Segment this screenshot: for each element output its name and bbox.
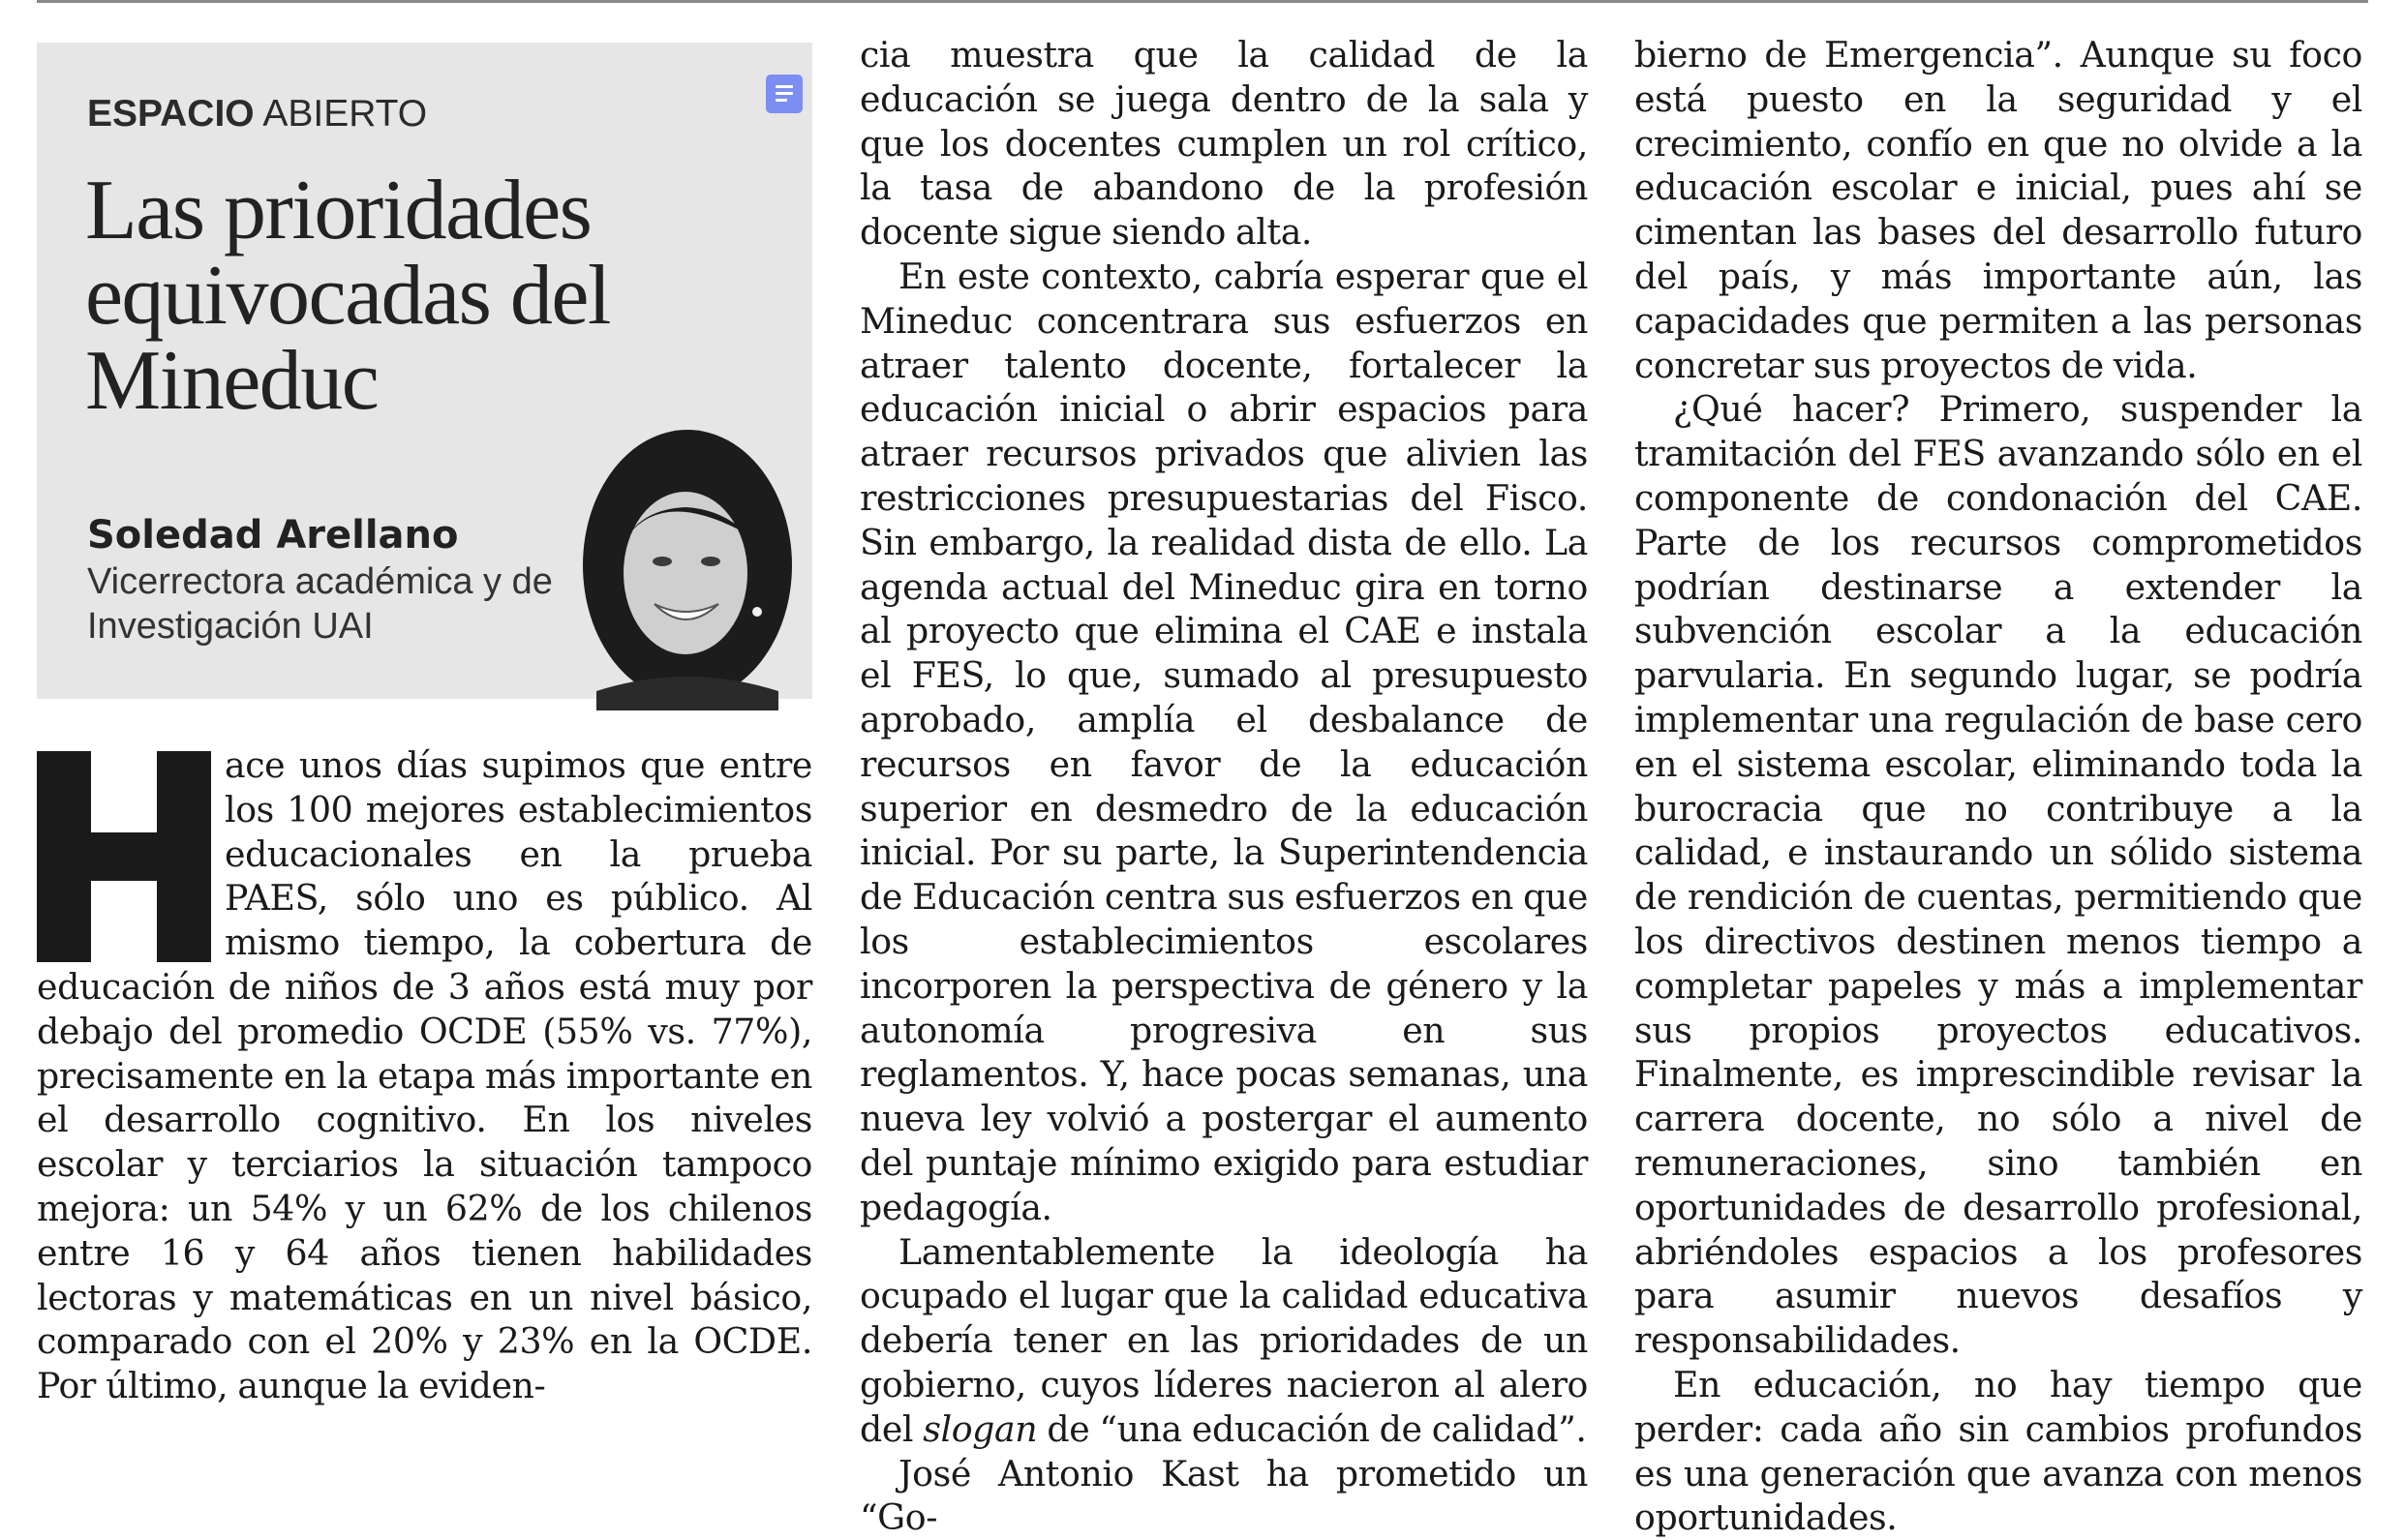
article-header	[37, 43, 812, 699]
section-label-rest: ABIERTO	[262, 93, 427, 135]
paragraph-4-part-2: bierno de Emergencia”. Aunque su foco está puesto en la seguridad y el crecimiento, confío en que no olvide a la educación escolar e inicial, pues ahí se cimentan las bases del desarrollo futuro del país, y más importante aún, las capacidades que permiten a las personas concretar sus proyectos de vida.	[1634, 33, 2362, 387]
article-column-3	[1634, 33, 2362, 1540]
author-portrait	[558, 420, 817, 710]
slogan-word: slogan	[923, 1408, 1037, 1450]
top-rule	[37, 0, 2368, 3]
section-label	[87, 93, 427, 136]
paragraph-1-part-2: cia muestra que la calidad de la educación se juega dentro de la sala y que los docentes cumplen un rol crítico, la tasa de abandono de la profesión docente sigue siendo alta.	[860, 33, 1588, 255]
paragraph-6: En educación, no hay tiempo que perder: cada año sin cambios profundos es una generación que avanza con menos oportunidades.	[1634, 1363, 2362, 1540]
author-name: Soledad Arellano	[87, 513, 459, 558]
paragraph-1-part-1: ace unos días supimos que entre los 100 mejores establecimientos educacionales en la prueba PAES, sólo uno es público. Al mismo tiempo, la cobertura de educación de niños de 3 años está muy por debajo del promedio OCDE (55% vs. 77%), precisamente en la etapa más importante en el desarrollo cognitivo. En los niveles escolar y terciarios la situación tampoco mejora: un 54% y un 62% de los chilenos entre 16 y 64 años tienen habilidades lectoras y matemáticas en un nivel básico, comparado con el 20% y 23% en la OCDE. Por último, aunque la eviden-	[37, 743, 812, 1408]
article-column-1	[37, 743, 812, 1408]
section-label-bold: ESPACIO	[87, 93, 255, 135]
paragraph-3: Lamentablemente la ideología ha ocupado el lugar que la calidad educativa debería tener en las prioridades de un gobierno, cuyos líderes nacieron al alero del slogan de “una educación de calidad”.	[860, 1230, 1588, 1452]
dropcap-letter-h	[37, 751, 211, 962]
paragraph-4-part-1: José Antonio Kast ha prometido un “Go-	[860, 1452, 1588, 1540]
headline: Las prioridades equivocadas del Mineduc	[85, 168, 782, 424]
paragraph-5: ¿Qué hacer? Primero, suspender la tramitación del FES avanzando sólo en el componente de condonación del CAE. Parte de los recursos comprometidos podrían destinarse a extender la subvención escolar a la educación parvularia. En segundo lugar, se podría implementar una regulación de base cero en el sistema escolar, eliminando toda la burocracia que no contribuye a la calidad, e instaurando un sólido sistema de rendición de cuentas, permitiendo que los directivos destinen menos tiempo a completar papeles y más a implementar sus propios proyectos educativos. Finalmente, es imprescindible revisar la carrera docente, no sólo a nivel de remuneraciones, sino también en oportunidades de desarrollo profesional, abriéndoles espacios a los profesores para asumir nuevos desafíos y responsabilidades.	[1634, 387, 2362, 1363]
paragraph-2: En este contexto, cabría esperar que el Mineduc concentrara sus esfuerzos en atraer talento docente, fortalecer la educación inicial o abrir espacios para atraer recursos privados que alivien las restricciones presupuestarias del Fisco. Sin embargo, la realidad dista de ello. La agenda actual del Mineduc gira en torno al proyecto que elimina el CAE e instala el FES, lo que, sumado al presupuesto aprobado, amplía el desbalance de recursos en favor de la educación superior en desmedro de la educación inicial. Por su parte, la Superintendencia de Educación centra sus esfuerzos en que los establecimientos escolares incorporen la perspectiva de género y la autonomía progresiva en sus reglamentos. Y, hace pocas semanas, una nueva ley volvió a postergar el aumento del puntaje mínimo exigido para estudiar pedagogía.	[860, 255, 1588, 1230]
document-icon[interactable]	[766, 75, 803, 113]
article-column-2	[860, 33, 1588, 1540]
author-role: Vicerrectora académica y de Investigación UAI	[87, 559, 591, 649]
